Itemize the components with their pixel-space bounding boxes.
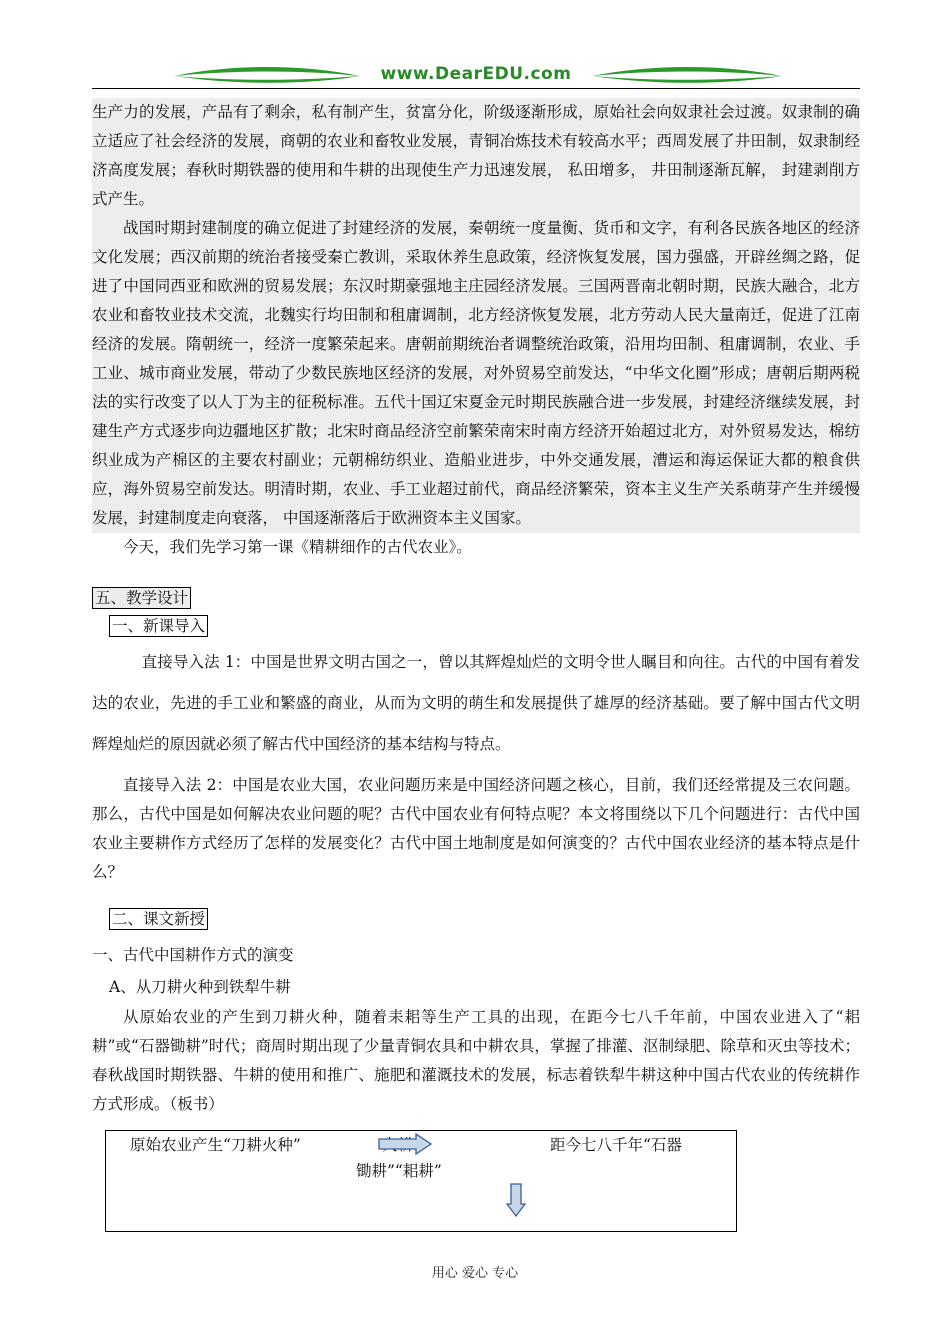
section-5-heading-row xyxy=(92,584,860,612)
board-second-line: 锄耕”“耜耕” xyxy=(356,1162,442,1180)
topic-1a-text: 从原始农业的产生到刀耕火种，随着耒耜等生产工具的出现，在距今七八千年前，中国农业进入了“耜耕”或“石器锄耕”时代；商周时期出现了少量青铜农具和中耕农具，掌握了排灌、沤制绿肥、除草和灭虫等技术；春秋战国时期铁器、牛耕的使用和推广、施肥和灌溉技术的发展，标志着铁犁牛耕这种中国古代农业的传统耕作方式形成。（板书） xyxy=(92,1008,860,1113)
part-1-heading-row xyxy=(92,612,860,640)
intro-paragraph-1: 生产力的发展，产品有了剩余，私有制产生，贫富分化，阶级逐渐形成，原始社会向奴隶社会过渡。奴隶制的确立适应了社会经济的发展，商朝的农业和畜牧业发展，青铜冶炼技术有较高水平；西周发展了井田制，奴隶制经济高度发展；春秋时期铁器的使用和牛耕的出现使生产力迅速发展， 私田增多， 井田制逐渐瓦解， 封建剥削方式产生。 xyxy=(92,103,860,208)
page-footer: 用心 爱心 专心 xyxy=(431,1266,519,1281)
intro-method-2: 直接导入法 2：中国是农业大国，农业问题历来是中国经济问题之核心，目前，我们还经常提及三农问题。那么，古代中国是如何解决农业问题的呢？古代中国农业有何特点呢？本文将围绕以下几个问题进行：古代中国农业主要耕作方式经历了怎样的发展变化？古代中国土地制度是如何演变的？古代中国农业经济的基本特点是什么？ xyxy=(92,776,860,881)
board-right-text: 距今七八千年“石器 xyxy=(550,1136,682,1154)
board-left-text: 原始农业产生“刀耕火种” xyxy=(130,1136,301,1154)
blackboard-diagram xyxy=(105,1130,737,1232)
document-body xyxy=(92,98,860,1119)
arrow-right-icon xyxy=(378,1133,432,1155)
intro-paragraph-2: 战国时期封建制度的确立促进了封建经济的发展，秦朝统一度量衡、货币和文字，有利各民族各地区的经济文化发展；西汉前期的统治者接受秦亡教训，采取休养生息政策，经济恢复发展，国力强盛，开辟丝绸之路，促进了中国同西亚和欧洲的贸易发展；东汉时期豪强地主庄园经济发展。三国两晋南北朝时期，民族大融合，北方农业和畜牧业技术交流，北魏实行均田制和租庸调制，北方经济恢复发展，北方劳动人民大量南迁，促进了江南经济的发展。隋朝统一，经济一度繁荣起来。唐朝前期统治者调整统治政策，沿用均田制、租庸调制，农业、手工业、城市商业发展，带动了少数民族地区经济的发展，对外贸易空前发达，“中华文化圈”形成；唐朝后期两税法的实行改变了以人丁为主的征税标准。五代十国辽宋夏金元时期民族融合进一步发展，封建经济继续发展，封建生产方式逐步向边疆地区扩散；北宋时商品经济空前繁荣南宋时南方经济开始超过北方，对外贸易发达，棉纺织业成为产棉区的主要农村副业；元朝棉纺织业、造船业进步，中外交通发展，漕运和海运保证大都的粮食供应，海外贸易空前发达。明清时期，农业、手工业超过前代，商品经济繁荣，资本主义生产关系萌芽产生并缓慢发展，封建制度走向衰落， 中国逐渐落后于欧洲资本主义国家。 xyxy=(92,219,860,527)
today-line: 今天，我们先学习第一课《精耕细作的古代农业》。 xyxy=(123,538,472,556)
part-2-title: 二、课文新授 xyxy=(109,908,208,930)
topic-1a-heading: A、从刀耕火种到铁犁牛耕 xyxy=(109,978,291,996)
topic-1-heading: 一、古代中国耕作方式的演变 xyxy=(92,946,294,964)
intro-method-1: 直接导入法 1：中国是世界文明古国之一，曾以其辉煌灿烂的文明令世人瞩目和向往。古代的中国有着发达的农业，先进的手工业和繁盛的商业，从而为文明的萌生和发展提供了雄厚的经济基础。要了解中国古代文明辉煌灿烂的原因就必须了解古代中国经济的基本结构与特点。 xyxy=(92,653,860,753)
arrow-down-icon xyxy=(506,1183,526,1217)
section-5-title: 五、教学设计 xyxy=(92,587,191,609)
intro-shaded-block xyxy=(92,98,860,533)
part-2-heading-row xyxy=(92,905,860,933)
site-name: www.DearEDU.com xyxy=(380,64,572,84)
part-1-title: 一、新课导入 xyxy=(109,615,208,637)
page-header xyxy=(92,60,860,90)
header-rule xyxy=(92,88,860,89)
